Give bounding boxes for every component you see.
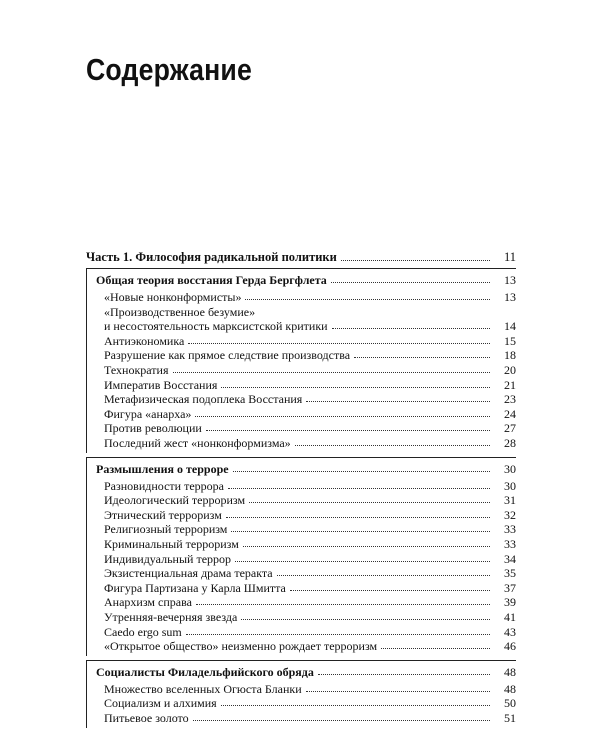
dot-leader xyxy=(173,363,491,373)
dot-leader xyxy=(195,407,490,417)
toc-entry[interactable] xyxy=(104,407,516,421)
toc-entry-title: и несостоятельность марксистской критики xyxy=(104,319,328,334)
dot-leader xyxy=(226,508,490,518)
toc-entry-page: 30 xyxy=(504,478,516,493)
toc-entry-title: Анархизм справа xyxy=(104,595,192,610)
toc-entry-title: Фигура «анарха» xyxy=(104,406,192,421)
dot-leader xyxy=(354,348,490,358)
toc-entry[interactable] xyxy=(104,378,516,392)
dot-leader xyxy=(235,552,490,562)
dot-leader xyxy=(290,581,490,591)
toc-entry-page: 32 xyxy=(504,507,516,522)
toc-entry[interactable] xyxy=(104,682,516,696)
dot-leader xyxy=(295,436,490,446)
toc-entry-title: Социализм и алхимия xyxy=(104,696,217,711)
toc-entry-title: Индивидуальный террор xyxy=(104,551,232,566)
toc-entry-page: 24 xyxy=(504,406,516,421)
toc-entry[interactable] xyxy=(104,537,516,551)
toc-entry[interactable] xyxy=(104,436,516,450)
toc-section-page: 30 xyxy=(504,461,516,476)
toc-entry[interactable] xyxy=(104,552,516,566)
dot-leader xyxy=(221,378,490,388)
toc-entry[interactable] xyxy=(104,493,516,507)
toc-entry-title: Религиозный терроризм xyxy=(104,522,228,537)
dot-leader xyxy=(306,392,490,402)
toc-entry[interactable] xyxy=(104,595,516,609)
toc-entry-title: Антиэкономика xyxy=(104,333,185,348)
toc-entry-page: 20 xyxy=(504,363,516,377)
toc-section-heading[interactable] xyxy=(96,665,516,679)
dot-leader xyxy=(193,711,490,721)
toc-section-heading[interactable] xyxy=(96,462,516,476)
toc-entry-title: Против революции xyxy=(104,421,202,436)
toc-entry[interactable] xyxy=(104,319,516,333)
toc-entry-title: Множество вселенных Огюста Бланки xyxy=(104,681,302,696)
toc-entry[interactable] xyxy=(104,392,516,406)
dot-leader xyxy=(196,595,490,605)
toc-entry-title: Экзистенциальная драма теракта xyxy=(104,566,273,581)
toc-section-title: Размышления о терроре xyxy=(96,461,229,476)
dot-leader xyxy=(243,537,490,547)
toc-entry-page: 50 xyxy=(504,696,516,711)
toc-entry-page: 23 xyxy=(504,392,516,407)
toc-part-page: 11 xyxy=(503,250,516,264)
toc-entry[interactable] xyxy=(104,334,516,348)
dot-leader xyxy=(331,273,490,283)
toc-entry-page: 39 xyxy=(504,595,516,610)
toc-section-page: 48 xyxy=(504,664,516,679)
toc-entry-page: 48 xyxy=(504,681,516,696)
toc-entry-page: 13 xyxy=(504,290,516,304)
toc-entry-page: 33 xyxy=(504,522,516,537)
toc-entry-page: 14 xyxy=(504,319,516,334)
toc-entry[interactable] xyxy=(104,711,516,725)
dot-leader xyxy=(241,610,490,620)
section-rule xyxy=(86,660,516,661)
toc-entry[interactable] xyxy=(104,508,516,522)
section-bar xyxy=(86,268,87,453)
page-title: Содержание xyxy=(86,52,252,87)
toc-entry[interactable] xyxy=(104,348,516,362)
toc-entry[interactable] xyxy=(104,305,516,319)
toc-entry-title: Питьевое золото xyxy=(104,711,189,725)
section-rule xyxy=(86,457,516,458)
toc-entry[interactable] xyxy=(104,290,516,304)
dot-leader xyxy=(318,665,490,675)
toc-entry-page: 37 xyxy=(504,580,516,595)
dot-leader xyxy=(381,639,490,649)
toc-entry-title: «Новые нонконформисты» xyxy=(104,290,242,304)
dot-leader xyxy=(341,250,490,261)
toc-entry[interactable] xyxy=(104,566,516,580)
section-bar xyxy=(86,457,87,656)
toc-entry[interactable] xyxy=(104,610,516,624)
toc-section-page: 13 xyxy=(504,273,516,287)
dot-leader xyxy=(277,566,490,576)
dot-leader xyxy=(186,625,490,635)
toc-entry-page: 33 xyxy=(504,537,516,551)
toc-section-heading[interactable] xyxy=(96,273,516,287)
toc-entry[interactable] xyxy=(104,639,516,653)
toc-entry[interactable] xyxy=(104,696,516,710)
toc-entry-title: Технократия xyxy=(104,363,169,377)
dot-leader xyxy=(306,682,490,692)
toc-entry-title: Caedo ergo sum xyxy=(104,624,182,639)
dot-leader xyxy=(228,479,490,489)
toc-part-label: Часть 1. Философия радикальной политики xyxy=(86,250,337,264)
toc-entry[interactable] xyxy=(104,625,516,639)
toc-entry-title: «Производственное безумие» xyxy=(104,304,256,319)
toc-section-title: Социалисты Филадельфийского обряда xyxy=(96,664,314,679)
dot-leader xyxy=(231,522,490,532)
toc-entry-title: Разрушение как прямое следствие производства xyxy=(104,348,351,363)
toc-entry-page: 21 xyxy=(504,377,516,392)
toc-entry-page: 31 xyxy=(504,493,516,508)
dot-leader xyxy=(249,493,490,503)
toc-entry[interactable] xyxy=(104,522,516,536)
dot-leader xyxy=(221,696,490,706)
toc-entry-title: Фигура Партизана у Карла Шмитта xyxy=(104,580,286,595)
toc-entry-title: Идеологический терроризм xyxy=(104,493,246,508)
toc-entry-page: 28 xyxy=(504,436,516,450)
toc-entry-page: 46 xyxy=(504,639,516,654)
toc-entry-title: Разновидности террора xyxy=(104,478,224,493)
toc-section-title: Общая теория восстания Герда Бергфлета xyxy=(96,273,327,287)
toc-entry[interactable] xyxy=(104,479,516,493)
dot-leader xyxy=(188,334,490,344)
section-rule xyxy=(86,268,516,269)
toc-entry-page: 27 xyxy=(504,421,516,436)
toc-entry-page: 34 xyxy=(504,551,516,566)
toc-entry-title: Метафизическая подоплека Восстания xyxy=(104,392,303,407)
toc-entry[interactable] xyxy=(104,421,516,435)
toc-part-heading[interactable] xyxy=(86,250,516,264)
toc-entry-page: 41 xyxy=(504,610,516,624)
dot-leader xyxy=(233,462,490,472)
dot-leader xyxy=(332,319,490,329)
toc-entry-page: 15 xyxy=(504,333,516,348)
toc-entry-page: 51 xyxy=(504,711,516,725)
toc-entry-title: Криминальный терроризм xyxy=(104,537,239,551)
toc-entry-title: Этнический терроризм xyxy=(104,507,222,522)
toc-entry-page: 43 xyxy=(504,624,516,639)
toc-entry-page: 35 xyxy=(504,566,516,581)
toc-entry-page: 18 xyxy=(504,348,516,363)
toc-entry-title: Императив Восстания xyxy=(104,377,218,392)
toc-entry-title: Утренняя-вечерняя звезда xyxy=(104,610,238,624)
dot-leader xyxy=(206,421,490,431)
toc-entry[interactable] xyxy=(104,363,516,377)
toc-entry-title: Последний жест «нонконформизма» xyxy=(104,436,291,450)
toc-entry-title: «Открытое общество» неизменно рождает терроризм xyxy=(104,639,378,654)
toc-entry[interactable] xyxy=(104,581,516,595)
section-bar xyxy=(86,660,87,728)
dot-leader xyxy=(245,290,490,300)
